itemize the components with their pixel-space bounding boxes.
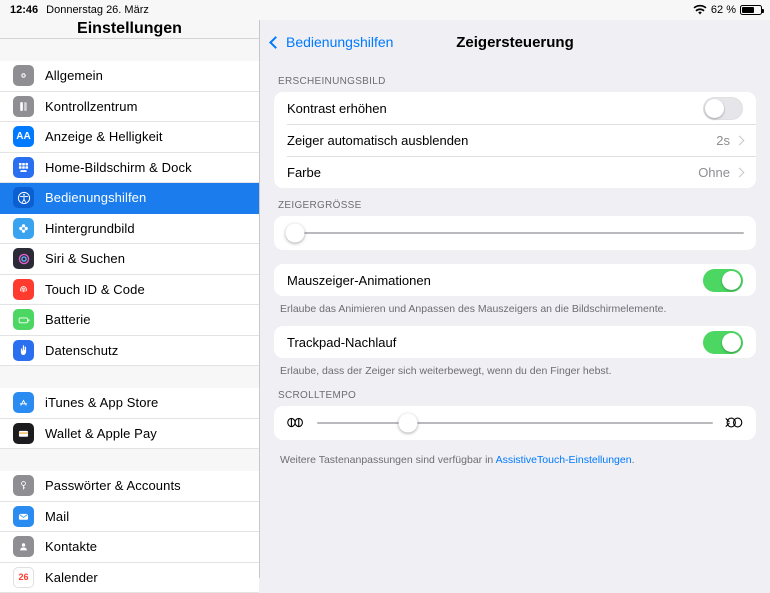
color-value: Ohne [698, 165, 730, 180]
settings-sidebar[interactable] [0, 20, 260, 578]
sidebar-item-mail[interactable] [0, 502, 259, 533]
row-pointer-animations[interactable] [274, 264, 756, 296]
slow-scroll-icon [285, 414, 307, 432]
fingerprint-icon [13, 279, 34, 300]
section-header-scroll-speed: SCROLLTEMPO [274, 378, 756, 406]
sidebar-item-label: Mail [45, 509, 69, 524]
sidebar-item-label: Allgemein [45, 68, 103, 83]
row-color[interactable] [274, 156, 756, 188]
sidebar-item-bedienungshilfen[interactable] [0, 183, 259, 214]
pointer-animations-card [274, 264, 756, 296]
row-label: Trackpad-Nachlauf [287, 335, 396, 350]
status-time: 12:46 [10, 4, 38, 16]
pointer-size-slider-card[interactable] [274, 216, 756, 250]
sidebar-item-wallet-apple-pay[interactable] [0, 419, 259, 450]
scroll-speed-thumb[interactable] [399, 414, 418, 433]
sidebar-item-label: Wallet & Apple Pay [45, 426, 157, 441]
pointer-animations-toggle[interactable] [703, 269, 743, 292]
calendar-icon: 26 [13, 567, 34, 588]
sidebar-item-kontakte[interactable] [0, 532, 259, 563]
status-bar [0, 0, 770, 20]
scroll-speed-track[interactable] [317, 422, 713, 424]
pointer-size-track[interactable] [286, 232, 744, 234]
sidebar-item-home-bildschirm-dock[interactable] [0, 153, 259, 184]
detail-navbar [260, 20, 770, 64]
trackpad-inertia-footnote: Erlaube, dass der Zeiger sich weiterbewegt, wenn du den Finger hebst. [274, 358, 756, 378]
sidebar-item-siri-suchen[interactable] [0, 244, 259, 275]
sidebar-item-label: Anzeige & Helligkeit [45, 129, 163, 144]
sidebar-item-datenschutz[interactable] [0, 336, 259, 367]
status-date: Donnerstag 26. März [46, 4, 149, 16]
sidebar-title: Einstellungen [0, 20, 259, 39]
sidebar-item-label: Passwörter & Accounts [45, 478, 181, 493]
sidebar-item-kontrollzentrum[interactable] [0, 92, 259, 123]
mail-icon [13, 506, 34, 527]
sidebar-item-label: iTunes & App Store [45, 395, 158, 410]
sidebar-list[interactable] [0, 39, 259, 593]
wifi-icon [693, 5, 707, 16]
trackpad-inertia-toggle[interactable] [703, 331, 743, 354]
row-auto-hide-pointer[interactable] [274, 124, 756, 156]
appstore-icon [13, 392, 34, 413]
chevron-right-icon [735, 167, 745, 177]
increase-contrast-toggle[interactable] [703, 97, 743, 120]
sidebar-item-label: Kalender [45, 570, 98, 585]
row-control [698, 165, 743, 180]
accessibility-icon [13, 187, 34, 208]
row-label: Kontrast erhöhen [287, 101, 387, 116]
sidebar-item-touch-id-code[interactable] [0, 275, 259, 306]
section-header-pointer-size: ZEIGERGRÖSSE [274, 188, 756, 216]
sidebar-item-kalender[interactable] [0, 563, 259, 593]
main-content [0, 20, 770, 578]
sidebar-item-label: Kontakte [45, 539, 97, 554]
detail-pane [260, 20, 770, 578]
row-label: Zeiger automatisch ausblenden [287, 133, 468, 148]
sidebar-item-anzeige-helligkeit[interactable] [0, 122, 259, 153]
back-button-label: Bedienungshilfen [286, 34, 393, 50]
sidebar-spacer [0, 39, 259, 61]
sidebar-item-label: Touch ID & Code [45, 282, 145, 297]
grid-icon [13, 157, 34, 178]
aa-icon: AA [13, 126, 34, 147]
row-control [703, 331, 743, 354]
sliders-icon [13, 96, 34, 117]
chevron-left-icon [269, 36, 282, 49]
section-header-appearance: ERSCHEINUNGSBILD [274, 64, 756, 92]
gear-icon [13, 65, 34, 86]
row-trackpad-inertia[interactable] [274, 326, 756, 358]
contacts-icon [13, 536, 34, 557]
sidebar-spacer [0, 366, 259, 388]
status-bar-right [693, 4, 762, 16]
sidebar-item-hintergrundbild[interactable] [0, 214, 259, 245]
row-increase-contrast[interactable] [274, 92, 756, 124]
assistive-touch-link[interactable]: AssistiveTouch-Einstellungen [496, 454, 632, 466]
note-suffix: . [632, 454, 635, 466]
hand-icon [13, 340, 34, 361]
row-label: Farbe [287, 165, 321, 180]
status-bar-left [10, 4, 149, 16]
detail-body [260, 64, 770, 578]
sidebar-spacer [0, 449, 259, 471]
sidebar-item-passwoerter-accounts[interactable] [0, 471, 259, 502]
fast-scroll-icon [723, 414, 745, 432]
sidebar-item-label: Batterie [45, 312, 91, 327]
note-prefix: Weitere Tastenanpassungen sind verfügbar in [280, 454, 496, 466]
pointer-animations-footnote: Erlaube das Animieren und Anpassen des Mauszeigers an die Bildschirmelemente. [274, 296, 756, 316]
sidebar-item-label: Siri & Suchen [45, 251, 125, 266]
wallet-icon [13, 423, 34, 444]
row-control [703, 269, 743, 292]
battery-icon [740, 5, 762, 15]
page-title: Zeigersteuerung [260, 34, 770, 51]
row-control [716, 133, 743, 148]
battery-green-icon [13, 309, 34, 330]
key-icon [13, 475, 34, 496]
row-control [703, 97, 743, 120]
back-button[interactable] [260, 34, 393, 50]
sidebar-item-label: Kontrollzentrum [45, 99, 138, 114]
sidebar-item-allgemein[interactable] [0, 61, 259, 92]
sidebar-item-label: Home-Bildschirm & Dock [45, 160, 192, 175]
scroll-speed-slider-card[interactable] [274, 406, 756, 440]
siri-icon [13, 248, 34, 269]
flower-icon [13, 218, 34, 239]
sidebar-item-itunes-app-store[interactable] [0, 388, 259, 419]
row-label: Mauszeiger-Animationen [287, 273, 431, 288]
sidebar-item-label: Datenschutz [45, 343, 118, 358]
appearance-card [274, 92, 756, 188]
assistive-touch-note [274, 440, 756, 466]
pointer-size-thumb[interactable] [286, 224, 305, 243]
auto-hide-value: 2s [716, 133, 730, 148]
trackpad-inertia-card [274, 326, 756, 358]
battery-percent-label: 62 % [711, 4, 736, 16]
chevron-right-icon [735, 135, 745, 145]
sidebar-item-label: Bedienungshilfen [45, 190, 146, 205]
sidebar-item-batterie[interactable] [0, 305, 259, 336]
sidebar-item-label: Hintergrundbild [45, 221, 135, 236]
